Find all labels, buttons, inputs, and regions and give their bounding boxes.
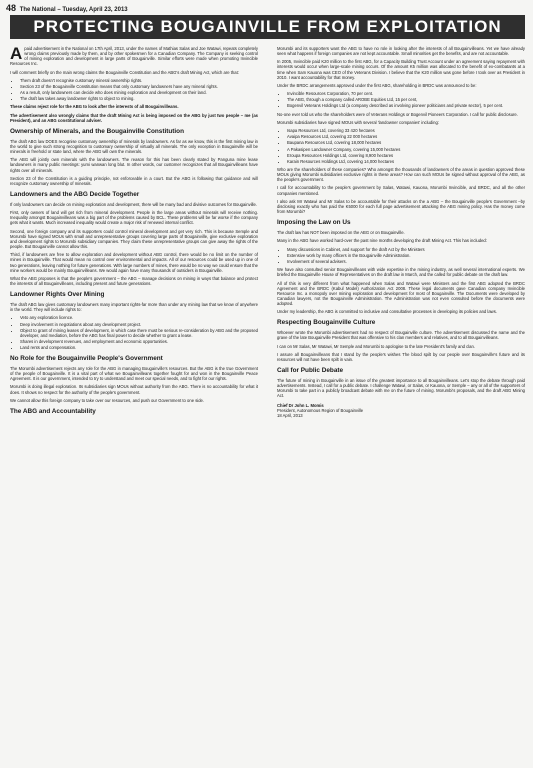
paragraph: I assure all Bougainvilleans that I stand by the people's wishes The blood spilt by our people over Bougainville's future and its resources will not have been spilt in vain.	[277, 351, 525, 363]
paragraph: The draft ABG law gives customary landowners many important rights-far more than under any mining law that we know of anywhere in the world. They will include rights to:	[10, 302, 258, 313]
section-heading: Call for Public Debate	[277, 367, 344, 375]
drop-cap: A	[10, 46, 23, 63]
list-item: • Deep involvement in negotiations about any development project.	[20, 322, 258, 327]
intro-paragraph: Apaid advertisement in the National on 17th April, 2013, under the names of Mathias Salas and Joe Watawi, repeats completely wrong claims previously made by them, and by other spokesmen for a Canadian Company. The Company is seeking control of mining exploration and development in large parts of Bougainville. Similar efforts were made when promoting Invincible Resources Inc.	[10, 46, 258, 67]
paragraph: Section 23 of the Constitution is a guiding principle, not enforceable in a court. But the ABG is following that guidance and will recognize customary ownership of minerals.	[10, 175, 258, 186]
list-item: • Karain Resources Holdings Ltd, covering 14,000 hectares	[287, 159, 525, 164]
list-item: • The draft law takes away landowner rights to object to mining.	[20, 96, 258, 101]
paragraph: Third, if landowners are free to allow exploration and development without ABG control, there would be no limit on the number of mines in Bougainville. That would mean no control over environmental and impacts. All of our resources could be used up in one of two generations, leaving nothing for future generations. With large numbers of mines, there would be no way we could ensure that the mine workers would be mainly Bougainvilleans. We would again have many thousands of outsiders in Bougainville.	[10, 252, 258, 273]
section-heading: No Role for the Bougainville People's Government	[10, 355, 163, 362]
paragraph: The draft law has NOT been imposed on the ABG or on Bougainville.	[277, 230, 405, 236]
list-item: • The ABG, through a company called AROBE Equities Ltd, 15 per cent,	[287, 97, 525, 102]
signature-date: 18 April, 2013	[277, 412, 303, 418]
section-heading: Imposing the Law on Us	[277, 219, 351, 227]
rights-list	[20, 315, 258, 350]
paragraph: Morumbi and its supporters want the ABG to have no role in looking after the interests of all Bougainvilleans. Yet we have already seen what happens if foreign companies are not kept accountable. Small minorities get the benefits, and are not accountable.	[277, 46, 525, 57]
list-item: • Avaipa Resources Ltd, covering 22 000 hectares	[287, 134, 525, 139]
list-item: • Invincible Resources Corporation, 70 per cent.	[287, 91, 525, 96]
section-heading: Landowner Rights Over Mining	[10, 291, 105, 299]
paragraph: In 2005, Invincible paid K20 million to the first ABG, for a Capacity Building Trust Account under an agreement saying repayment with interests would occur when large-scale mining occurs. Of the amount K5 million was allocated to the benefit of ex-combatants at a time when Sam Kauona was CEO of the Veterans Division. I believe that the K20 million was gone before I took over as President in 2010. I want accountability for that money.	[277, 59, 525, 80]
section-heading: Ownership of Minerals, and the Bougainville Constitution	[10, 127, 184, 135]
shareholding-list	[287, 91, 525, 108]
paragraph: I also ask Mr Watawi and Mr Salas to be accountable for their attacks on the a ABG – the Bougainville people's Government –by disclosing exactly who has paid the K5000 for each full page advertisement attacking the ABG mining policy. Has the money come from Morumbi?	[277, 198, 525, 215]
list-item: • Shares in development revenues, and employment and economic opportunities.	[20, 339, 258, 344]
list-item: • Veto any exploration licence.	[20, 315, 258, 320]
list-item: • Isapa Resources Ltd, covering 33 420 hectares	[287, 128, 525, 133]
list-item: • Baupana Resources Ltd, covering 18,000 hectares	[287, 140, 525, 145]
section-heading: Landowners and the ABG Decide Together	[10, 191, 140, 198]
masthead	[6, 3, 128, 13]
paragraph: Under my leadership, the ABG is committed to inclusive and consultative processes in developing its policies and laws.	[277, 309, 497, 315]
right-column	[277, 46, 525, 762]
paragraph: What the ABG proposes is that the people's government – the ABG – manage decisions on mining in ways that balance and protect the interests of all Bougainvilleans, including present and future generations.	[10, 275, 258, 286]
paragraph: These claims reject role for the ABG to look after the interests of all Bougainvilleans.	[10, 104, 179, 110]
signature-block	[277, 403, 525, 418]
paragraph: The Morumbi advertisement rejects any role for the ABG in managing Bougainville's resources. But the ABG is the true Government of the people of Bougainville. It is a vital part of what we Bougainvilleans together fought for and won in the Bougainville Peace Agreement. It is our government, intended to try to understand and meet our special needs, and to fight for our rights.	[10, 366, 258, 382]
paragraph: First, only owners of land will get rich from mineral development. People in the large areas without minerals will receive nothing. Inequality amongst Bougainvilleans was a big part of the problems caused by BCL. These problems will be far worse if the company gets what it wants. Much increased inequality would create a major risk of renewed internal conflict.	[10, 210, 258, 226]
paragraph: Many in the ABG have worked hard-over the past nine months developing the draft Mining Act. This has included:	[277, 238, 487, 244]
paragraph: The draft ABG law DOES recognise customary ownership of minerals by landowners. As far as we know, this is the first mining law in the world to give such strong recognition to customary ownership of virtually all minerals. The only exception in Bougainville will be minerals in freehold or state land, where the ABG will own the minerals.	[10, 138, 258, 155]
headline-banner: PROTECTING BOUGAINVILLE FROM EXPLOITATION	[10, 15, 525, 39]
list-item: • Them draft doesn't recognise customary mineral ownership rights.	[20, 78, 258, 83]
claims-list	[20, 78, 258, 101]
section-heading: Respecting Bougainville Culture	[277, 319, 376, 327]
list-item: • Extensive work by many officers in the Bougainville Administration.	[287, 253, 525, 258]
companies-list	[287, 128, 525, 164]
consultation-list	[287, 247, 525, 264]
dateline: The National – Tuesday, April 23, 2013	[19, 7, 128, 13]
paragraph: Who are the shareholders of these companies? Who amongst the thousands of landowners of the areas in question approved these MOUs giving Morumbi subsidiaries exclusive rights in these areas? How can such MOUs be signed without approval of the ABG, as the people's government.	[277, 167, 525, 183]
paragraph: Morumbi is doing illegal exploration. Its subsidiaries sign MOUs without authority from the ABG. There is no accountability for what it does. It shows no respect for the authority of the people's government.	[10, 384, 258, 395]
list-item: • As a result, only landowners can decide who does mining exploration and development on their land.	[20, 90, 258, 95]
page-number: 48	[6, 3, 17, 13]
list-item: • Involvement of several advisers.	[287, 259, 525, 264]
signatory-name: Chief Dr John L. Momis	[277, 402, 324, 408]
paragraph: The advertisement also wrongly claims that the draft Mining Act is being imposed on the ABG by just two people – me (as President), and an ABG constitutional adviser.	[10, 112, 258, 123]
list-item: • A Pakasipen Landowner Company, covering 15,000 hectares	[287, 147, 525, 152]
list-item: • Object to grant of mining leases of development, in which case there must be serious re-consideration by ABG and the proposed developer, and mediation, before the ABG has final power to decide whether to grant a lease.	[20, 328, 258, 338]
section-heading: The ABG and Accountability	[10, 407, 96, 415]
paragraph: We cannot allow this foreign company to take over our resources, and push our Government to one side.	[10, 397, 205, 403]
paragraph: The ABG will jointly own minerals with the landowners. The reason for this has been clearly stated by Panguna mine lease landowners in many public meetings: yumi wanwan long blut. In other words, our customer recognizes that all Bougainvilleans have rights over all minerals.	[10, 157, 258, 173]
paragraph: No-one ever told us who the shareholders were of Veterans Holdings or Bogenvil Pioneers Corporation. I call for public disclosure.	[277, 111, 518, 117]
paragraph: The future of mining in Bougainville in an issue of the greatest importance to all Bougainvilleans. Let's stop the debate through paid advertisements. Instead, I call for a public debate. I challenge Watawi, or Salas, or Kauona, or Semple – any or all of the supporters of Morumbi to take part in a publicly broadcast debate with me on the future of mining. Morumbi's proposals, and the draft ABG Mining Act.	[277, 378, 525, 399]
paragraph: Morumbi subsidiaries have signed MOUs with several 'landowner companies' including:	[277, 119, 439, 125]
paragraph: Whoever wrote the Morumbi advertisement had no respect of Bougainville culture. The advertisement discussed the name and the grave of the late Bougainville President that was offensive to his clan members and relatives, and to all Bougainvilleans.	[277, 330, 525, 341]
paragraph: We have also consulted senior Bougainvilleans with wide expertise in the mining industry, as well several international experts. We briefed the Bougainville House of Representatives on the draft law in March, and the called for public debate on the draft law.	[277, 267, 525, 278]
paragraph: If only landowners can decide on mining exploration and development, there will be many bad and divisive outcomes for Bougainville.	[10, 202, 257, 207]
paragraph: Under the BRDC arrangements approved under the first ABG, shareholding in BRDC was announced to be:	[277, 82, 477, 88]
paragraph: I can on Mr Salas, Mr Watawi, Mr Semple and Morumbi to apologise to the late President's family and clan.	[277, 343, 476, 349]
paragraph: I will comment briefly on the main wrong claims the Bougainville Constitution and the ABG's draft Mining Act, which are that:	[10, 69, 239, 75]
signatory-title: President, Autonomous Region of Bougainville	[277, 407, 364, 413]
left-column	[10, 46, 258, 762]
list-item: • Bogenvil Veterans Holdings Ltd (a company described as involving pioneer politicians and private sector), 5 per cent.	[287, 103, 525, 108]
list-item: • Land rents and compensation.	[20, 345, 258, 350]
list-item: • Section 23 of the Bougainville Constitution means that only customary landowners have any mineral rights.	[20, 84, 258, 89]
list-item: • Eroupa Resources Holdings Ltd, covering 8,900 hectares	[287, 153, 525, 158]
paragraph: I call for accountability to the people's government by Salas, Watawi, Kauona, Morumbi Invincible, and BRDC, and all the other companies mentioned.	[277, 185, 525, 196]
paragraph: Second, one foreign company and its supporters could control mineral development and get very rich. This is because Semple and Morumbi have signed MOUs with small and unrepresentative groups covering large parts of Bougainville, give exclusive exploration and development rights to Morumbi subsidiary companies. They claim these unrepresentative groups can give away the rights of the people. But Bougainville cannot allow this.	[10, 228, 258, 250]
list-item: • Many discussions in Cabinet, and support for the draft Act by the Ministers	[287, 247, 525, 252]
paragraph: All of this is very different from what happened when Salas and Watawi were Ministers and the first ABG adopted the BRDC Agreement and the BRDC (Kabul Model) Authorization Act 2008. These legal documents gave Canadian company Invincible Resource Inc. a monopoly over mining exploration and development for most of Bougainville. The Documents were developed by Canadian lawyers, not the Bougainville Administration. The Administration was not even consulted before the documents were adopted.	[277, 280, 525, 306]
